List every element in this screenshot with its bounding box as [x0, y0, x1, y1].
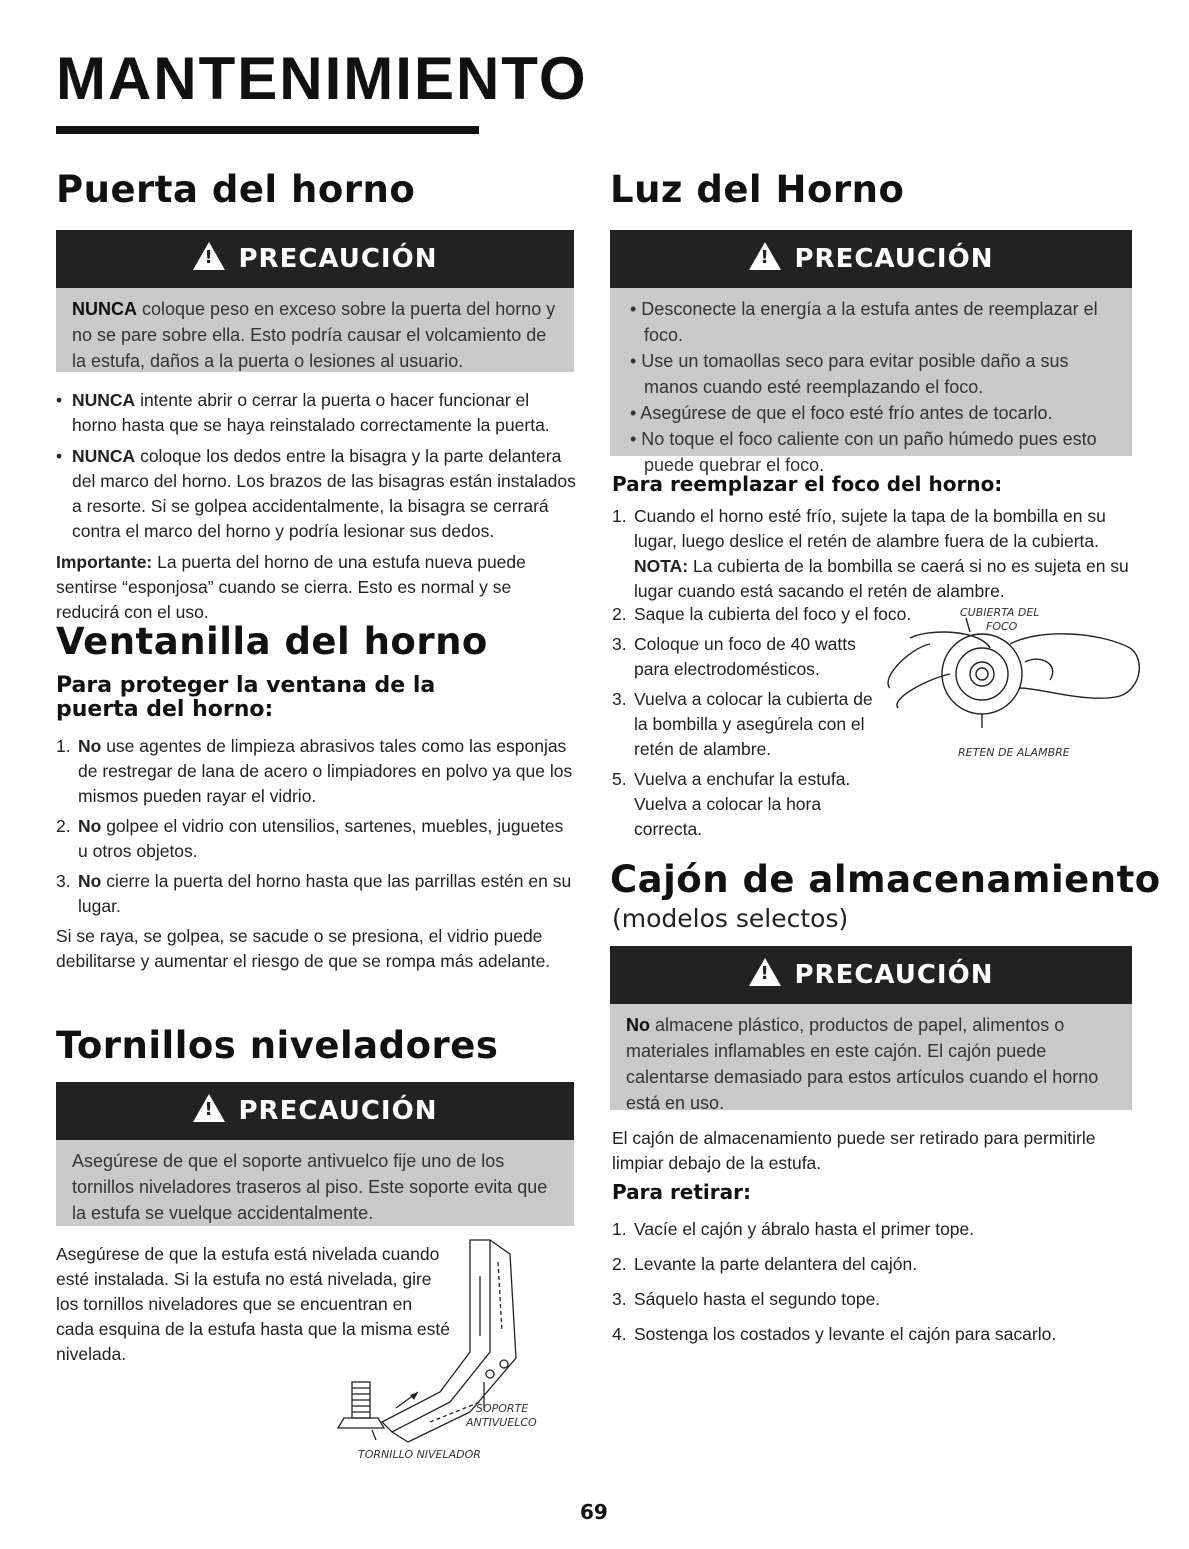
- caption-cover: FOCO: [986, 620, 1018, 633]
- page-title: MANTENIMIENTO: [56, 45, 588, 112]
- list-item: 3. Vuelva a colocar la cubierta de la bombilla y asegúrela con el retén de alambre.: [612, 689, 873, 759]
- warning-icon: !: [749, 958, 781, 986]
- important-note: Importante: La puerta del horno de una estufa nueva puede sentirse “esponjosa” cuando se cierra. Esto es normal y se reducirá con el uso.: [56, 552, 526, 622]
- luz-step-1: [612, 504, 1132, 609]
- luz-heading: Luz del Horno: [610, 168, 905, 211]
- cajon-heading: Cajón de almacenamiento: [610, 858, 1161, 901]
- list-item: 4. Sostenga los costados y levante el cajón para sacarlo.: [612, 1324, 1057, 1344]
- list-item: 1. Cuando el horno esté frío, sujete la tapa de la bombilla en su lugar, luego deslice el retén de alambre fuera de la cubierta. NOTA: La cubierta de la bombilla se caerá si no es sujeta en su lugar cuando está sacando el retén de alambre.: [612, 506, 1129, 601]
- caution-header: ! PRECAUCIÓN: [56, 1082, 574, 1140]
- ventanilla-subheading: Para proteger la ventana de la puerta del horno:: [56, 673, 436, 722]
- tornillos-heading: Tornillos niveladores: [56, 1024, 499, 1067]
- list-item: 2. Saque la cubierta del foco y el foco.: [612, 604, 912, 624]
- title-underline: [56, 126, 479, 134]
- caution-body: No almacene plástico, productos de papel, alimentos o materiales inflamables en este cajón. El cajón puede calentarse demasiado para estos artículos cuando el horno está en uso.: [626, 1015, 1099, 1113]
- list-item: 1. Vacíe el cajón y ábralo hasta el primer tope.: [612, 1219, 975, 1239]
- caption-bracket: ANTIVUELCO: [466, 1416, 537, 1429]
- puerta-body: [56, 388, 576, 625]
- puerta-heading: Puerta del horno: [56, 168, 416, 211]
- list-item: 3. Coloque un foco de 40 watts para electrodomésticos.: [612, 634, 856, 679]
- caption-bracket: SOPORTE: [476, 1402, 529, 1415]
- caution-body: NUNCA coloque peso en exceso sobre la puerta del horno y no se pare sobre ella. Esto podría causar el volcamiento de la estufa, daños a la puerta o lesiones al usuario.: [72, 299, 556, 371]
- warning-icon: !: [749, 242, 781, 270]
- warning-icon: !: [193, 242, 225, 270]
- ventanilla-heading: Ventanilla del horno: [56, 620, 488, 663]
- retirar-heading: Para retirar:: [612, 1180, 752, 1204]
- list-item: 3. Sáquelo hasta el segundo tope.: [612, 1289, 881, 1309]
- retirar-list: [612, 1214, 1132, 1354]
- list-item: • Desconecte la energía a la estufa antes de reemplazar el foco.: [630, 299, 1098, 345]
- caution-header: ! PRECAUCIÓN: [610, 946, 1132, 1004]
- tornillos-caution-box: [56, 1082, 574, 1226]
- list-item: • NUNCA coloque los dedos entre la bisagra y la parte delantera del marco del horno. Los brazos de las bisagras están instalados a resorte. Si se golpea accidentalmente, la bisagra se cerrará contra el marco del horno y podría lesionar sus dedos.: [56, 444, 576, 544]
- caution-body: Asegúrese de que el soporte antivuelco fije uno de los tornillos niveladores traseros al piso. Este soporte evita que la estufa se vuelque accidentalmente.: [72, 1151, 548, 1223]
- puerta-caution-box: [56, 230, 574, 372]
- list-item: • Use un tomaollas seco para evitar posible daño a sus manos cuando esté reemplazando el foco.: [630, 351, 1069, 397]
- caution-header: ! PRECAUCIÓN: [56, 230, 574, 288]
- cajon-subheading: (modelos selectos): [612, 904, 849, 933]
- list-item: 3. No cierre la puerta del horno hasta que las parrillas estén en su lugar.: [56, 871, 572, 916]
- caption-cover: CUBIERTA DEL: [960, 606, 1040, 619]
- ventanilla-note: Si se raya, se golpea, se sacude o se presiona, el vidrio puede debilitarse y aumentar el riesgo de que se rompa más adelante.: [56, 926, 551, 971]
- ventanilla-list: [56, 734, 576, 974]
- list-item: • Asegúrese de que el foco esté frío antes de tocarlo.: [630, 403, 1053, 423]
- list-item: 2. No golpee el vidrio con utensilios, sartenes, muebles, juguetes u otros objetos.: [56, 816, 564, 861]
- list-item: 5. Vuelva a enchufar la estufa. Vuelva a colocar la hora correcta.: [612, 769, 851, 839]
- luz-caution-box: [610, 230, 1132, 475]
- page-number: 69: [580, 1500, 608, 1524]
- caution-header: ! PRECAUCIÓN: [610, 230, 1132, 288]
- luz-subheading: Para reemplazar el foco del horno:: [612, 472, 1003, 496]
- tornillos-body: Asegúrese de que la estufa está nivelada cuando esté instalada. Si la estufa no está nivelada, gire los tornillos niveladores que se encuentran en cada esquina de la estufa hasta que la misma esté nivelada.: [56, 1244, 450, 1364]
- caption-wire: RETEN DE ALAMBRE: [958, 746, 1070, 759]
- light-bulb-illustration: [870, 618, 1145, 738]
- cajon-caution-box: [610, 946, 1132, 1113]
- caution-body: [610, 288, 1132, 475]
- caption-screw: TORNILLO NIVELADOR: [358, 1448, 481, 1461]
- leveling-bracket-illustration: [330, 1232, 570, 1464]
- list-item: • No toque el foco caliente con un paño húmedo pues esto puede quebrar el foco.: [630, 429, 1097, 475]
- cajon-body: El cajón de almacenamiento puede ser retirado para permitirle limpiar debajo de la estufa.: [612, 1128, 1096, 1173]
- luz-steps: [612, 602, 912, 847]
- list-item: • NUNCA intente abrir o cerrar la puerta o hacer funcionar el horno hasta que se haya reinstalado correctamente la puerta.: [56, 388, 576, 438]
- list-item: 1. No use agentes de limpieza abrasivos tales como las esponjas de restregar de lana de acero o limpiadores en polvo ya que los mismos pueden rayar el vidrio.: [56, 736, 573, 806]
- list-item: 2. Levante la parte delantera del cajón.: [612, 1254, 918, 1274]
- warning-icon: !: [193, 1094, 225, 1122]
